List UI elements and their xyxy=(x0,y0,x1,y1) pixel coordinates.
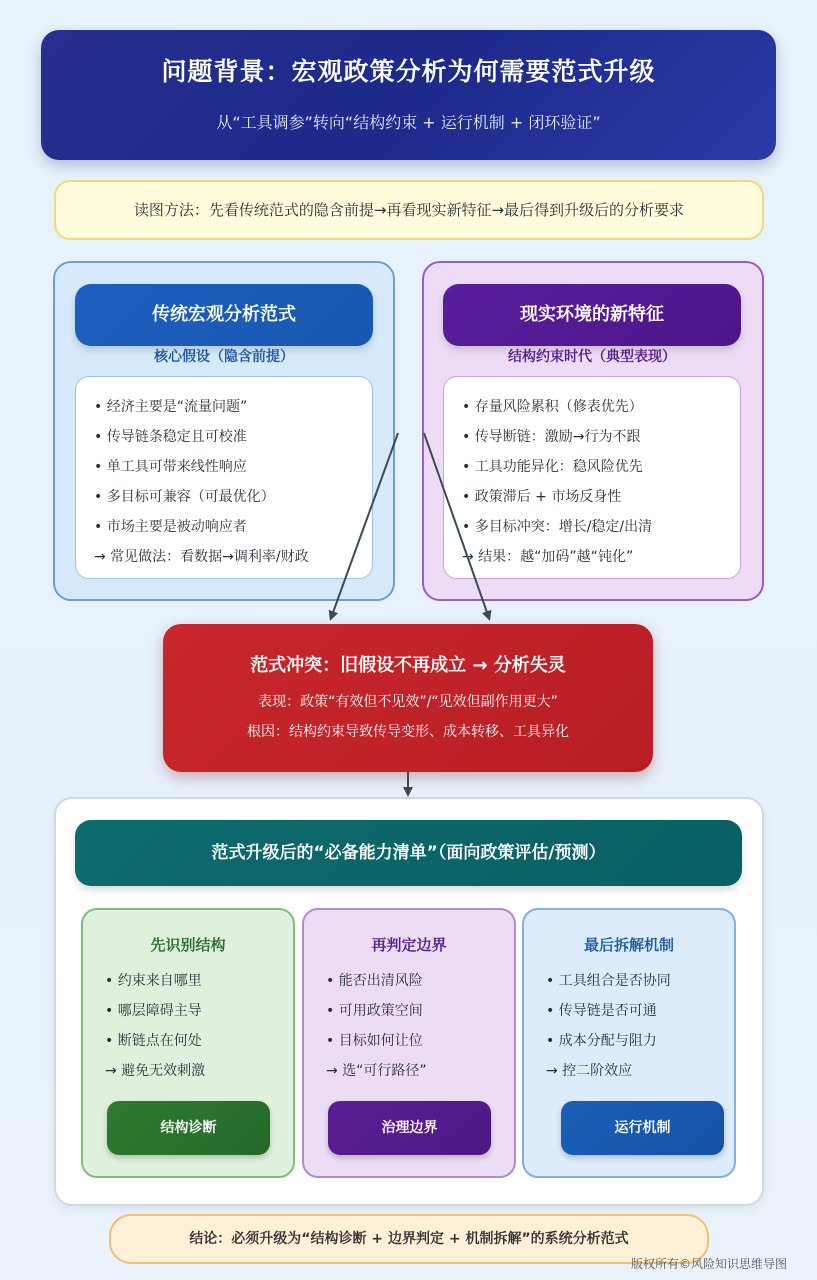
list-item: • 多目标冲突：增长/稳定/出清 xyxy=(462,519,653,535)
list-item: • 工具组合是否协同 xyxy=(546,973,671,989)
list-item: → 控二阶效应 xyxy=(546,1063,633,1079)
list-item: • 传导链条稳定且可校准 xyxy=(94,429,247,445)
structure-diagnosis-badge: 结构诊断 xyxy=(107,1101,270,1155)
dissect-mechanism-column xyxy=(522,908,736,1178)
identify-structure-column xyxy=(81,908,295,1178)
list-item: • 成本分配与阻力 xyxy=(546,1033,657,1049)
page-subtitle: 从“工具调参”转向“结构约束 + 运行机制 + 闭环验证” xyxy=(216,113,601,132)
conflict-title: 范式冲突：旧假设不再成立 → 分析失灵 xyxy=(250,655,566,676)
conflict-symptom: 表现：政策“有效但不见效”/“见效但副作用更大” xyxy=(258,694,558,710)
new-reality-subtitle: 结构约束时代（典型表现） xyxy=(508,349,676,365)
list-item: • 断链点在何处 xyxy=(105,1033,202,1049)
list-item: → 常见做法：看数据→调利率/财政 xyxy=(94,549,309,565)
list-item: • 传导链是否可通 xyxy=(546,1003,657,1019)
traditional-paradigm-subtitle: 核心假设（隐含前提） xyxy=(154,349,294,365)
list-item: • 目标如何让位 xyxy=(326,1033,423,1049)
column-title: 先识别结构 xyxy=(150,936,226,954)
capability-checklist-title: 范式升级后的“必备能力清单”（面向政策评估/预测） xyxy=(75,820,742,886)
list-item: → 结果：越“加码”越“钝化” xyxy=(462,549,634,565)
list-item: • 经济主要是“流量问题” xyxy=(94,399,248,415)
governance-boundary-badge: 治理边界 xyxy=(328,1101,491,1155)
list-item: • 约束来自哪里 xyxy=(105,973,202,989)
paradigm-conflict-box xyxy=(163,624,653,772)
column-title: 再判定边界 xyxy=(371,936,447,954)
list-item: • 多目标可兼容（可最优化） xyxy=(94,489,275,505)
list-item: → 选“可行路径” xyxy=(326,1063,427,1079)
reading-tip: 读图方法：先看传统范式的隐含前提→再看现实新特征→最后得到升级后的分析要求 xyxy=(54,180,764,240)
list-item: → 避免无效刺激 xyxy=(105,1063,206,1079)
list-item: • 工具功能异化：稳风险优先 xyxy=(462,459,643,475)
arrow-right-to-conflict xyxy=(424,433,489,618)
page-title: 问题背景：宏观政策分析为何需要范式升级 xyxy=(161,57,656,86)
new-reality-title: 现实环境的新特征 xyxy=(443,284,741,346)
traditional-paradigm-title: 传统宏观分析范式 xyxy=(75,284,373,346)
list-item: • 单工具可带来线性响应 xyxy=(94,459,247,475)
list-item: • 能否出清风险 xyxy=(326,973,423,989)
list-item: • 存量风险累积（修表优先） xyxy=(462,399,643,415)
arrow-left-to-conflict xyxy=(331,433,398,618)
column-title: 最后拆解机制 xyxy=(583,936,674,954)
list-item: • 哪层障碍主导 xyxy=(105,1003,202,1019)
list-item: • 市场主要是被动响应者 xyxy=(94,519,247,535)
conflict-root-cause: 根因：结构约束导致传导变形、成本转移、工具异化 xyxy=(247,724,569,740)
conclusion-banner: 结论：必须升级为“结构诊断 + 边界判定 + 机制拆解”的系统分析范式 xyxy=(109,1214,709,1264)
copyright-watermark: 版权所有©风险知识思维导图 xyxy=(630,1257,787,1271)
list-item: • 可用政策空间 xyxy=(326,1003,423,1019)
list-item: • 政策滞后 + 市场反身性 xyxy=(462,489,622,505)
list-item: • 传导断链：激励→行为不跟 xyxy=(462,429,641,445)
judge-boundary-column xyxy=(302,908,516,1178)
operating-mechanism-badge: 运行机制 xyxy=(561,1101,724,1155)
